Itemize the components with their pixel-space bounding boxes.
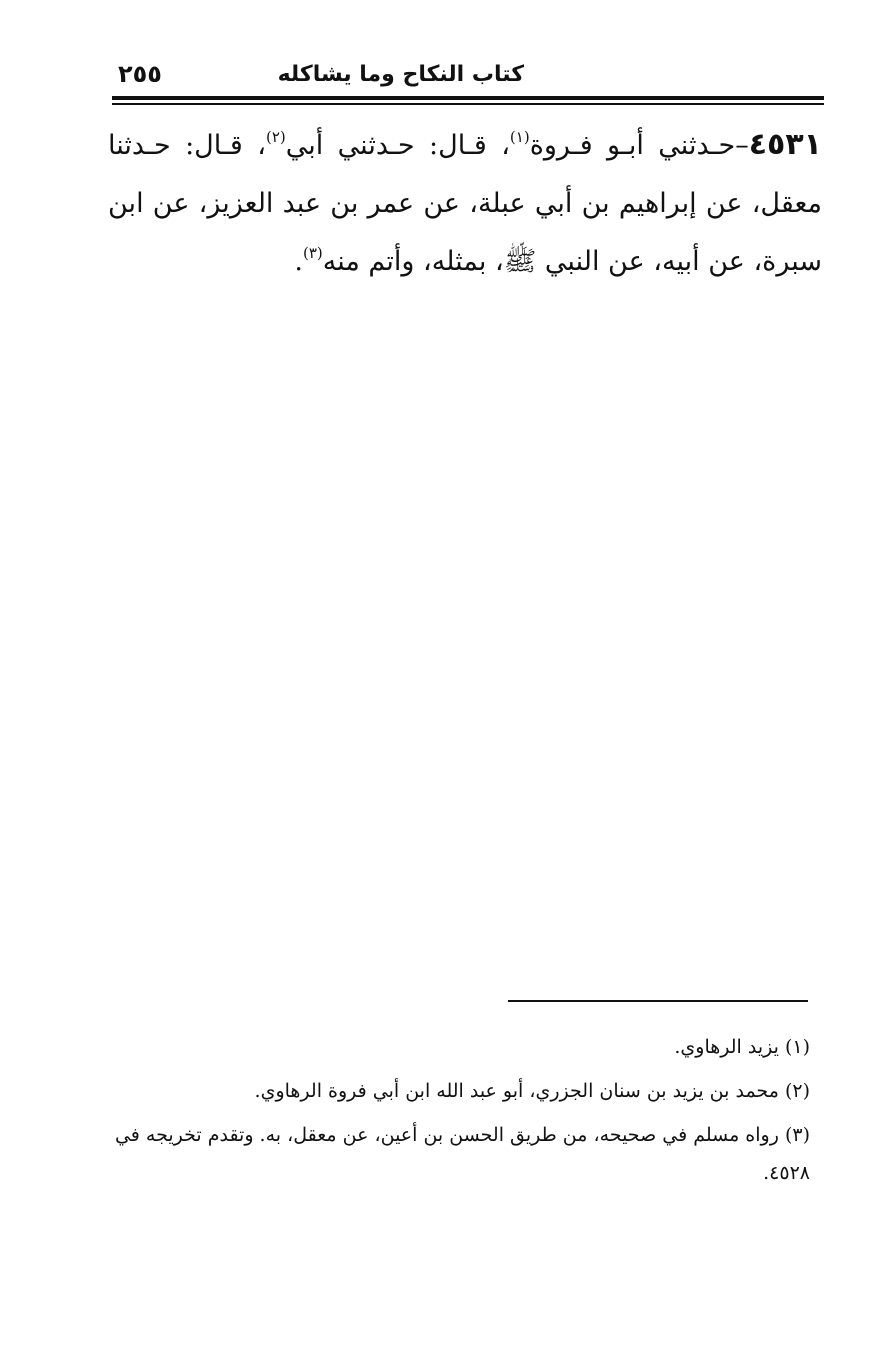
hadith-number: ٤٥٣١	[748, 127, 822, 162]
page-number: ٢٥٥	[118, 60, 162, 88]
hadith-text	[108, 116, 822, 291]
hadith-text-part-2: ، قـال: حـدثني أبي	[285, 130, 510, 161]
hadith-dash: –	[735, 130, 749, 161]
footnote-continuation: ٤٥٢٨.	[763, 1162, 810, 1184]
footnote-ref-2: (٢)	[265, 128, 286, 146]
footnote-ref-1: (١)	[509, 128, 530, 146]
footnote-text: محمد بن يزيد بن سنان الجزري، أبو عبد الله ابن أبي فروة الرهاوي.	[254, 1080, 779, 1102]
hadith-text-part-3: ، قـال: حـدثنا معقل، عن إبراهيم بن أبي عبلة، عن عمر بن عبد العزيز، عن ابن سبرة، عن أبيه، عن النبي ﷺ، بمثله، وأتم منه	[108, 130, 822, 277]
footnote-text: رواه مسلم في صحيحه، من طريق الحسن بن أعين، عن معقل، به. وتقدم تخريجه في	[114, 1124, 779, 1146]
running-title: كتاب النكاح وما يشاكله	[277, 62, 524, 87]
footnote-3	[98, 1116, 810, 1192]
hadith-end: .	[294, 246, 303, 277]
footnote-marker: (١)	[784, 1036, 810, 1058]
header-rule-thin	[112, 103, 824, 105]
page-header	[112, 60, 824, 94]
footnote-separator	[508, 1000, 808, 1002]
footnote-marker: (٣)	[784, 1124, 810, 1146]
footnote-1	[98, 1028, 810, 1066]
footnotes	[98, 1028, 810, 1198]
footnote-marker: (٢)	[784, 1080, 810, 1102]
footnote-2	[98, 1072, 810, 1110]
hadith-text-part-1: حـدثني أبـو فـروة	[529, 130, 736, 161]
footnote-ref-3: (٣)	[302, 244, 323, 262]
footnote-text: يزيد الرهاوي.	[674, 1036, 779, 1058]
header-rule-thick	[112, 96, 824, 100]
